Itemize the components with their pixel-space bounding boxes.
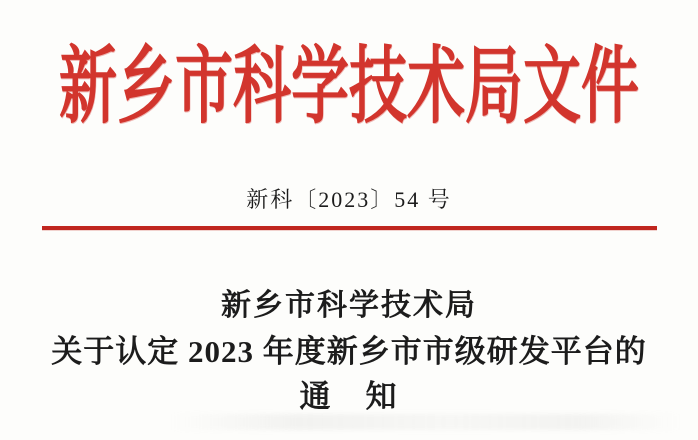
notice-title-block — [0, 283, 698, 419]
document-reference-number: 新科〔2023〕54 号 — [246, 187, 452, 212]
notice-word: 通 知 — [299, 379, 399, 414]
notice-subject-line: 关于认定 2023 年度新乡市市级研发平台的 — [51, 334, 647, 369]
notice-issuer-line: 新乡市科学技术局 — [221, 289, 477, 322]
agency-masthead-title: 新乡市科学技术局文件 — [58, 39, 639, 134]
red-divider-line — [42, 226, 657, 230]
